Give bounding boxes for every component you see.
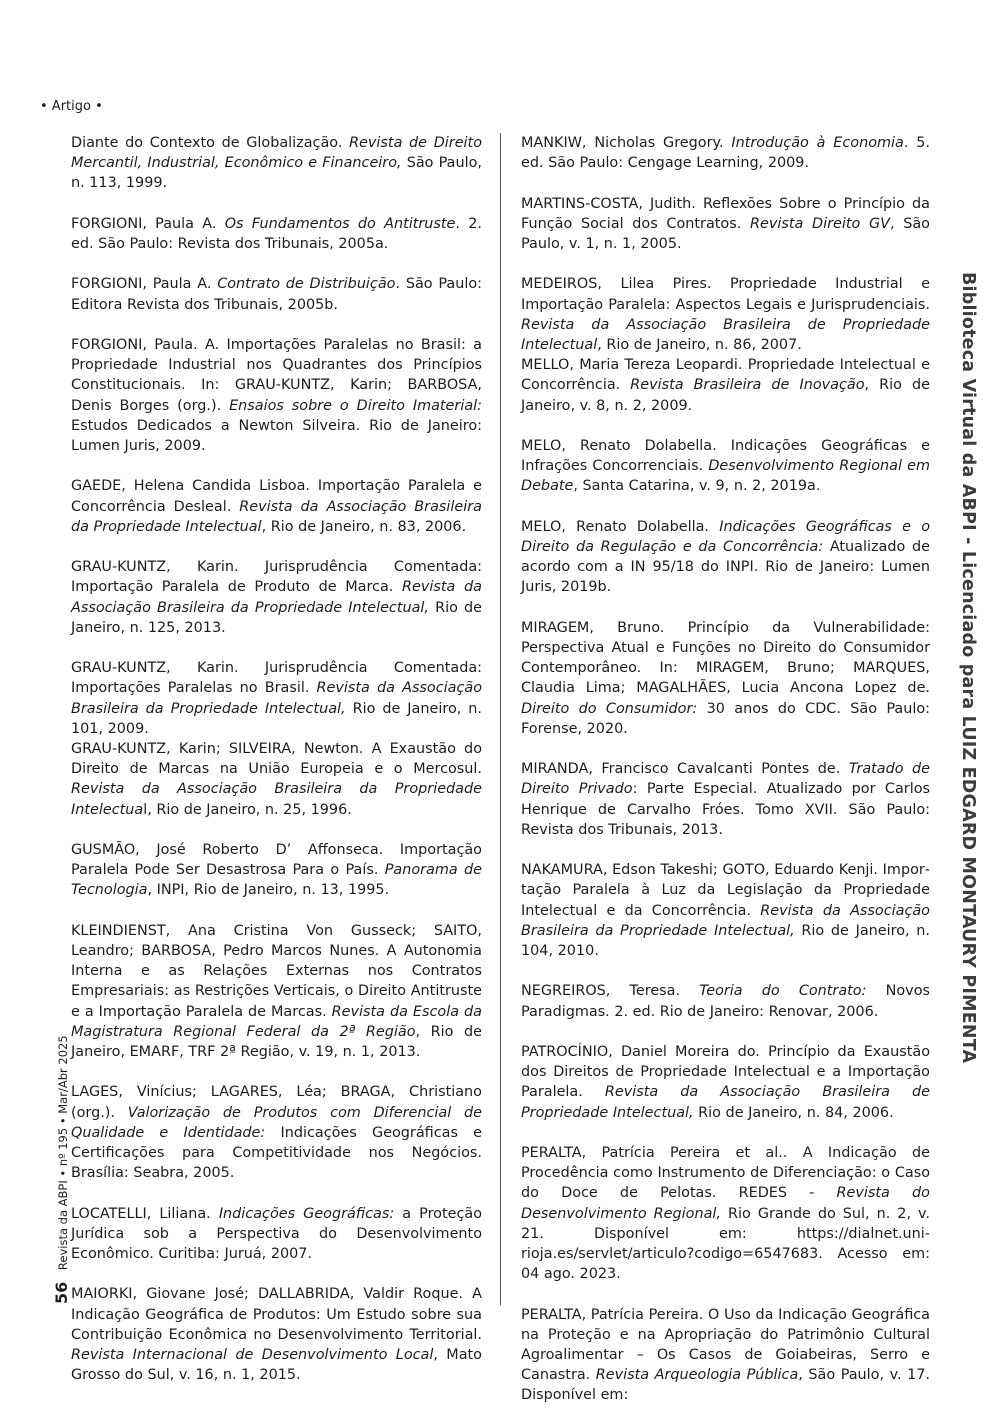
reference-title: Introdução à Economia xyxy=(731,135,904,151)
reference-text: Estudos Dedicados a Newton Silveira. Rio de Janeiro: Lumen Juris, 2009. xyxy=(71,417,482,454)
reference-entry xyxy=(521,274,930,355)
reference-title: Revista da Associação Brasileira da Propriedade Intelectua xyxy=(71,781,482,818)
reference-entry xyxy=(71,658,482,739)
reference-text: Rio de Janeiro, n. 104, 2010. xyxy=(521,922,930,960)
reference-title: Os Fundamentos do Antitruste xyxy=(224,215,456,232)
reference-text: . 5. ed. São Paulo: Cengage Learning, 2009. xyxy=(521,135,930,172)
reference-text: GAEDE, Helena Candida Lisboa. Importação Paralela e Concorrência Desleal. xyxy=(71,478,482,515)
reference-text: , INPI, Rio de Janeiro, n. 13, 1995. xyxy=(147,882,390,899)
reference-text: , São Paulo, v. 1, n. 1, 2005. xyxy=(521,215,930,252)
reference-title: Revista da Escola da Magistratura Regional Federal da 2ª Região xyxy=(71,1003,482,1040)
reference-text: MEDEIROS, Lilea Pires. Propriedade Industrial e Importação Paralela: Aspectos Legais e Jurisprudenciais. xyxy=(521,276,930,313)
reference-text: MELLO, Maria Tereza Leopardi. Propriedade Intelectual e Concorrência. xyxy=(521,357,930,394)
reference-text: Diante do Contexto de Globalização. xyxy=(71,135,350,151)
reference-text: KLEINDIENST, Ana Cristina Von Gusseck; SAITO, Leandro; BARBOSA, Pedro Marcos Nunes. A Autonomia Interna e as Relações Externas nos Contratos Empresariais: as Restrições Verticais, o Direito Antitruste e a Importação Paralela de Marcas. xyxy=(71,922,482,1020)
reference-text: MIRAGEM, Bruno. Princípio da Vulnerabilidade: Perspectiva Atual e Funções no Direito do Consumidor Contemporâneo. In: MIRAGEM, Bruno; MARQUES, Claudia Lima; MAGALHÃES, Lucia Ancona Lopez de. xyxy=(521,619,930,697)
reference-entry xyxy=(71,274,482,314)
reference-title: Revista da Associação Brasileira de Propriedade Intelectual xyxy=(521,316,930,353)
reference-text: NEGREIROS, Teresa. xyxy=(521,983,700,1000)
reference-text: MELO, Renato Dolabella. Indicações Geográficas e Infrações Concorrenciais. xyxy=(521,438,930,475)
reference-text: NAKAMURA, Edson Takeshi; GOTO, Eduardo Kenji. Importação Paralela à Luz da Legislação da Propriedade Intelectual e da Concorrência. xyxy=(521,862,930,919)
reference-entry xyxy=(521,1143,930,1284)
journal-info: Revista da ABPI • nº 195 • Mar/Abr 2025 xyxy=(56,1035,70,1271)
reference-title: Desenvolvimento Regional em Debate xyxy=(521,458,930,495)
reference-text: : Parte Especial. Atualizado por Carlos Henrique de Carvalho Fróes. Tomo XVII. São Paulo: Revista dos Tribunais, 2013. xyxy=(521,781,930,838)
reference-entry xyxy=(521,759,930,840)
reference-text: Rio de Janeiro, n. 101, 2009. xyxy=(71,700,482,737)
reference-entry xyxy=(71,1204,482,1265)
reference-title: Revista Brasileira de Inovação xyxy=(630,377,865,394)
column-divider xyxy=(500,133,501,1305)
reference-text: , Mato Grosso do Sul, v. 16, n. 1, 2015. xyxy=(71,1347,482,1384)
reference-title: Contrato de Distribuição xyxy=(217,276,396,293)
reference-title: Revista da Associação Brasileira da Propriedade Intelectual, xyxy=(71,579,482,616)
references-right-column xyxy=(521,133,930,1426)
reference-entry xyxy=(71,1284,482,1385)
reference-entry xyxy=(71,739,482,820)
reference-text: 30 anos do CDC. São Paulo: Forense, 2020. xyxy=(521,700,930,737)
reference-entry xyxy=(71,214,482,254)
reference-text: Rio Grande do Sul, n. 2, v. 21. Disponível em: https://dialnet.unirioja.es/servlet/articulo?codigo=6547683. Acesso em: 04 ago. 2023. xyxy=(521,1205,931,1283)
reference-text: São Paulo, n. 113, 1999. xyxy=(71,155,482,192)
license-watermark: Biblioteca Virtual da ABPI - Licenciado para LUIZ EDGARD MONTAURY PIMENTA xyxy=(958,272,978,1064)
reference-text: , Santa Catarina, v. 9, n. 2, 2019a. xyxy=(573,478,821,495)
reference-title: Valorização de Produtos com Diferencial de Qualidade e Identidade: xyxy=(71,1104,482,1141)
reference-title: Revista da Associação Brasileira da Propriedade Intelectual, xyxy=(71,680,483,717)
reference-entry xyxy=(71,133,482,194)
reference-entry xyxy=(71,557,482,638)
reference-title: Indicações Geográficas e o Direito da Regulação e da Concorrência: xyxy=(521,518,930,555)
reference-title: Revista de Direito Mercantil, Industrial, Econômico e Financeiro, xyxy=(71,135,482,172)
reference-text: , Rio de Janeiro, n. 86, 2007. xyxy=(597,337,802,353)
reference-title: Panorama de Tecnologia xyxy=(71,862,482,899)
page-footer-vertical xyxy=(52,1035,71,1304)
reference-title: Revista Arqueologia Pública xyxy=(595,1367,799,1384)
reference-text: PERALTA, Patrícia Pereira et al.. A Indicação de Procedência como Instrumento de Diferenciação: o Caso do Doce de Pelotas. REDES - xyxy=(521,1145,930,1202)
reference-title: Revista Internacional de Desenvolvimento Local xyxy=(71,1347,434,1364)
reference-text: , Rio de Janeiro, v. 8, n. 2, 2009. xyxy=(521,377,930,414)
reference-title: Indicações Geográficas: xyxy=(218,1205,395,1222)
reference-text: MARTINS-COSTA, Judith. Reflexões Sobre o Princípio da Função Social dos Contratos. xyxy=(521,195,930,232)
reference-text: PATROCÍNIO, Daniel Moreira do. Princípio da Exaustão dos Direitos de Propriedade Intelectual e a Importação Paralela. xyxy=(521,1044,930,1101)
reference-text: FORGIONI, Paula A. xyxy=(71,215,225,232)
reference-entry xyxy=(521,133,930,173)
reference-title: Tratado de Direito Privado xyxy=(521,761,930,798)
reference-text: Rio de Janeiro, n. 84, 2006. xyxy=(693,1104,894,1121)
reference-title: Revista Direito GV xyxy=(749,215,890,232)
reference-text: MAIORKI, Giovane José; DALLABRIDA, Valdir Roque. A Indicação Geográfica de Produtos: Um Estudo sobre sua Contribuição Econômica no Desenvolvimento Territorial. xyxy=(71,1286,482,1343)
reference-entry xyxy=(521,1305,930,1406)
reference-text: FORGIONI, Paula A. xyxy=(71,276,218,293)
reference-text: GUSMÃO, José Roberto D’ Affonseca. Importação Paralela Pode Ser Desastrosa Para o País. xyxy=(71,842,482,879)
reference-text: a Proteção Jurídica sob a Perspectiva do Desenvolvimento Econômico. Curitiba: Juruá, 2007. xyxy=(71,1205,483,1263)
reference-text: l, Rio de Janeiro, n. 25, 1996. xyxy=(143,801,352,818)
reference-text: GRAU-KUNTZ, Karin; SILVEIRA, Newton. A Exaustão do Direito de Marcas na União Europeia e o Mercosul. xyxy=(71,741,482,778)
reference-entry xyxy=(521,981,930,1021)
reference-text: Atualizado de acordo com a IN 95/18 do INPI. Rio de Janeiro: Lumen Juris, 2019b. xyxy=(521,539,930,596)
reference-entry xyxy=(71,921,482,1062)
reference-title: Direito do Consumidor: xyxy=(521,700,698,717)
reference-title: Teoria do Contrato: xyxy=(699,983,867,1000)
reference-text: Rio de Janeiro, n. 125, 2013. xyxy=(71,599,482,636)
reference-text: Indicações Geográficas e Certificações para Competitividade nos Negócios. Brasília: Seabra, 2005. xyxy=(71,1124,483,1182)
reference-entry xyxy=(521,194,930,255)
reference-entry xyxy=(521,618,930,739)
reference-entry xyxy=(521,860,930,961)
reference-entry xyxy=(521,517,930,598)
reference-entry xyxy=(71,476,482,537)
reference-text: . São Paulo: Editora Revista dos Tribunais, 2005b. xyxy=(71,276,482,313)
reference-text: . 2. ed. São Paulo: Revista dos Tribunais, 2005a. xyxy=(71,215,482,252)
references-left-column xyxy=(71,133,482,1406)
reference-title: Revista da Associação Brasileira da Propriedade Intelectual, xyxy=(521,902,930,939)
reference-entry xyxy=(71,840,482,901)
reference-title: Revista da Associação Brasileira da Propriedade Intelectual xyxy=(71,498,482,535)
reference-title: Revista do Desenvolvimento Regional, xyxy=(521,1185,930,1222)
reference-entry xyxy=(71,335,482,456)
reference-text: MIRANDA, Francisco Cavalcanti Pontes de. xyxy=(521,761,849,778)
reference-text: GRAU-KUNTZ, Karin. Jurisprudência Comentada: Importação Paralela de Produto de Marca. xyxy=(71,559,482,596)
reference-text: Novos Paradigmas. 2. ed. Rio de Janeiro: Renovar, 2006. xyxy=(521,983,930,1020)
reference-text: LOCATELLI, Liliana. xyxy=(71,1205,219,1222)
reference-text: , Rio de Janeiro, EMARF, TRF 2ª Região, v. 19, n. 1, 2013. xyxy=(71,1023,482,1061)
reference-text: MANKIW, Nicholas Gregory. xyxy=(521,135,732,151)
reference-text: , Rio de Janeiro, n. 83, 2006. xyxy=(261,518,467,535)
section-label: • Artigo • xyxy=(40,99,103,114)
reference-entry xyxy=(521,436,930,497)
reference-text: LAGES, Vinícius; LAGARES, Léa; BRAGA, Christiano (org.). xyxy=(71,1084,482,1121)
reference-entry xyxy=(71,1082,482,1183)
page-number: 56 xyxy=(52,1281,71,1304)
reference-entry xyxy=(521,355,930,416)
reference-text: PERALTA, Patrícia Pereira. O Uso da Indicação Geográfica na Proteção e na Apropriação do Patrimônio Cultural Agroalimentar – Os Casos de Goiabeiras, Serro e Canastra. xyxy=(521,1306,930,1384)
reference-text: MELO, Renato Dolabella. xyxy=(521,518,720,535)
reference-text: , São Paulo, v. 17. Disponível em: xyxy=(521,1367,930,1404)
reference-entry xyxy=(521,1042,930,1123)
reference-text: GRAU-KUNTZ, Karin. Jurisprudência Comentada: Importações Paralelas no Brasil. xyxy=(71,660,482,697)
reference-text: FORGIONI, Paula. A. Importações Paralelas no Brasil: a Propriedade Industrial nos Quadrantes dos Princípios Constitucionais. In: GRAU-KUNTZ, Karin; BARBOSA, Denis Borges (org.). xyxy=(71,336,482,414)
reference-title: Revista da Associação Brasileira de Propriedade Intelectual, xyxy=(521,1084,930,1121)
reference-title: Ensaios sobre o Direito Imaterial: xyxy=(229,397,482,414)
